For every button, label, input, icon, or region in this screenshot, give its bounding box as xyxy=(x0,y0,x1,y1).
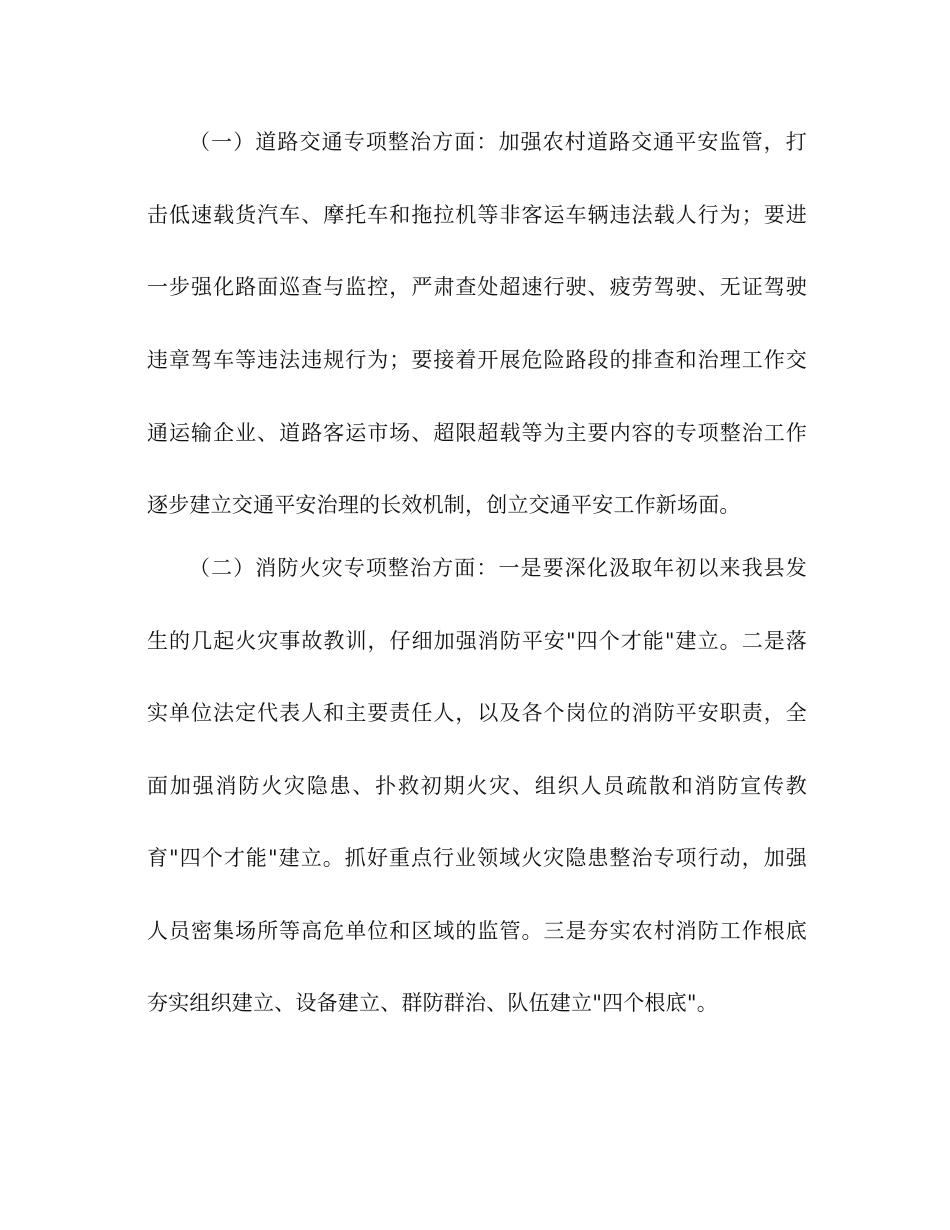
text-line: 育"四个才能"建立。抓好重点行业领域火灾隐患整治专项行动，加强 xyxy=(147,846,807,870)
text-line: 实单位法定代表人和主要责任人，以及各个岗位的消防平安职责，全 xyxy=(147,701,807,725)
text-line: 通运输企业、道路客运市场、超限超载等为主要内容的专项整治工作 xyxy=(147,421,807,445)
text-line: 生的几起火灾事故教训，仔细加强消防平安"四个才能"建立。二是落 xyxy=(147,629,807,653)
text-line: 违章驾车等违法违规行为；要接着开展危险路段的排查和治理工作交 xyxy=(147,348,807,372)
text-line: 一步强化路面巡查与监控，严肃查处超速行驶、疲劳驾驶、无证驾驶 xyxy=(147,275,807,299)
text-line: （二）消防火灾专项整治方面：一是要深化汲取年初以来我县发 xyxy=(189,556,807,580)
text-line: 面加强消防火灾隐患、扑救初期火灾、组织人员疏散和消防宣传教 xyxy=(147,774,807,798)
text-line: 击低速载货汽车、摩托车和拖拉机等非客运车辆违法载人行为；要进 xyxy=(147,203,807,227)
text-line: 逐步建立交通平安治理的长效机制，创立交通平安工作新场面。 xyxy=(147,493,741,517)
text-line: （一）道路交通专项整治方面：加强农村道路交通平安监管，打 xyxy=(189,130,807,154)
text-line: 人员密集场所等高危单位和区域的监管。三是夯实农村消防工作根底 xyxy=(147,919,807,943)
text-line: 夯实组织建立、设备建立、群防群治、队伍建立"四个根底"。 xyxy=(147,991,718,1015)
